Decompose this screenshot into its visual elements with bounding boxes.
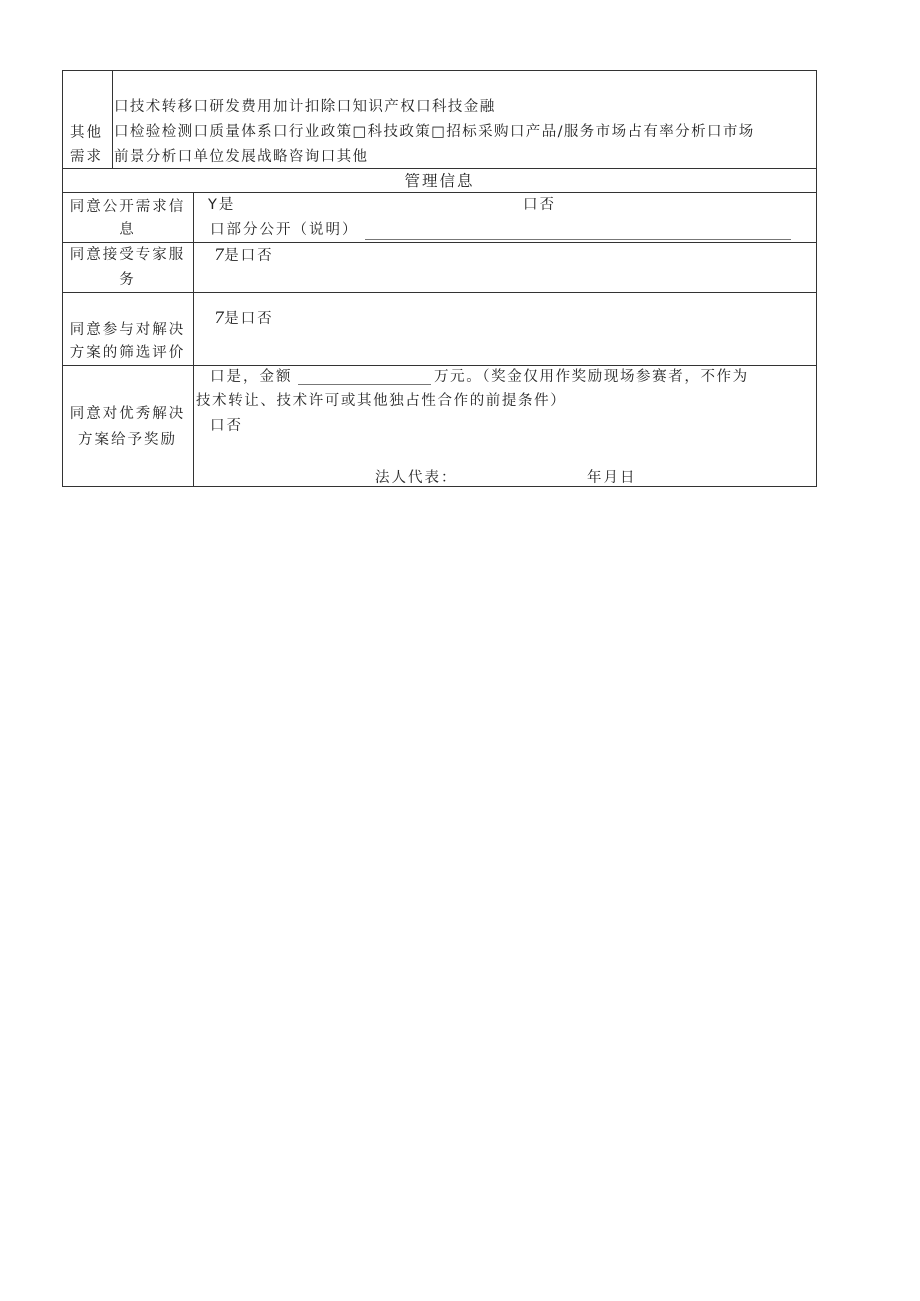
reward-label-1: 同意对优秀解决 xyxy=(69,406,186,422)
reward-no[interactable]: 口否 xyxy=(210,418,243,434)
partial-explanation-blank[interactable] xyxy=(365,239,791,240)
divider xyxy=(62,242,817,243)
solution-review-choice[interactable] xyxy=(214,307,274,330)
other-needs-options-3[interactable]: 前景分析口单位发展战略咨询口其他 xyxy=(114,149,369,165)
public-info-label-2: 息 xyxy=(119,222,136,238)
divider xyxy=(112,70,113,168)
other-needs-label-2: 需求 xyxy=(70,149,103,165)
expert-service-label-1: 同意接受专家服 xyxy=(69,247,186,263)
reward-yes-amount[interactable]: 口是，金额 xyxy=(210,369,293,385)
reward-note-line2: 技术转让、技术许可或其他独占性合作的前提条件） xyxy=(196,393,567,409)
public-info-yes[interactable]: Y是 xyxy=(208,197,236,213)
expert-service-label-2: 务 xyxy=(119,272,136,288)
solution-review-mark: 7 xyxy=(214,308,225,327)
divider xyxy=(193,192,194,487)
public-info-no[interactable]: 口否 xyxy=(523,197,556,213)
management-section-title: 管理信息 xyxy=(404,172,475,190)
solution-review-label-1: 同意参与对解决 xyxy=(69,322,186,338)
public-info-label-1: 同意公开需求信 xyxy=(69,199,186,215)
solution-review-label-2: 方案的筛选评价 xyxy=(69,345,186,361)
reward-amount-blank[interactable] xyxy=(298,384,431,385)
other-needs-options-1[interactable]: 口技术转移口研发费用加计扣除口知识产权口科技金融 xyxy=(114,99,496,115)
expert-service-choice[interactable] xyxy=(214,244,274,267)
divider xyxy=(62,192,817,193)
reward-label-2: 方案给予奖励 xyxy=(78,432,177,448)
application-form-table xyxy=(62,70,817,487)
solution-review-options: 是口否 xyxy=(224,311,274,327)
expert-service-mark: 7 xyxy=(214,245,225,264)
other-needs-options-2[interactable]: 口检验检测口质量体系口行业政策□科技政策□招标采购口产品/服务市场占有率分析口市场 xyxy=(114,124,755,140)
divider xyxy=(62,168,817,169)
legal-rep-label: 法人代表： xyxy=(375,470,458,486)
expert-service-options: 是口否 xyxy=(224,248,274,264)
divider xyxy=(62,292,817,293)
reward-unit-note: 万元。（奖金仅用作奖励现场参赛者，不作为 xyxy=(434,369,749,385)
public-info-partial[interactable]: 口部分公开（说明） xyxy=(210,222,359,238)
date-label: 年月日 xyxy=(587,470,637,486)
other-needs-label-1: 其他 xyxy=(70,125,103,141)
